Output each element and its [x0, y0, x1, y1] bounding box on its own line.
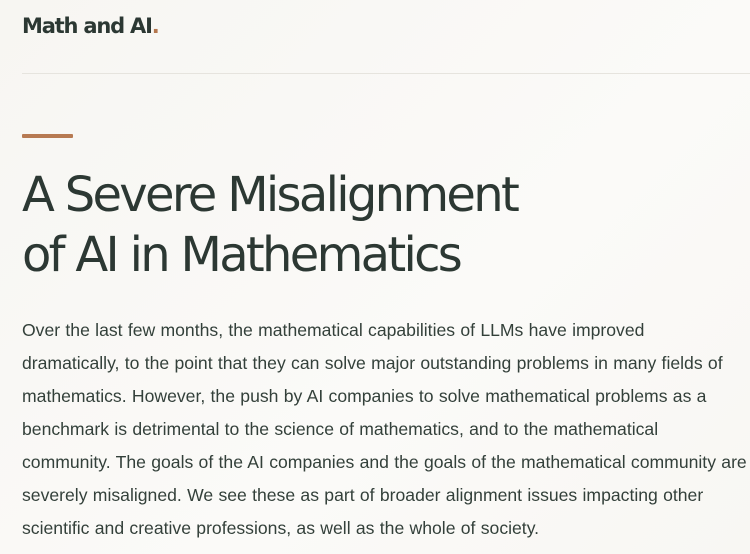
header-divider — [22, 73, 750, 74]
site-header — [0, 0, 750, 74]
logo-text: Math and AI — [22, 14, 152, 38]
site-logo[interactable] — [22, 14, 158, 38]
page-title-line-2: of AI in Mathematics — [22, 227, 461, 283]
page-title-line-1: A Severe Misalignment — [22, 167, 518, 223]
page-title — [22, 165, 517, 285]
title-accent-bar — [22, 134, 73, 138]
logo-dot: . — [151, 14, 159, 38]
article-intro: Over the last few months, the mathematical capabilities of LLMs have improved dramatically, to the point that they can solve major outstanding problems in many fields of mathematics. However, the push by AI companies to solve mathematical problems as a benchmark is detrimental to the science of mathematics, and to the mathematical community. The goals of the AI companies and the goals of the mathematical community are severely misaligned. We see these as part of broader alignment issues impacting other scientific and creative professions, as well as the whole of society. — [22, 320, 747, 538]
